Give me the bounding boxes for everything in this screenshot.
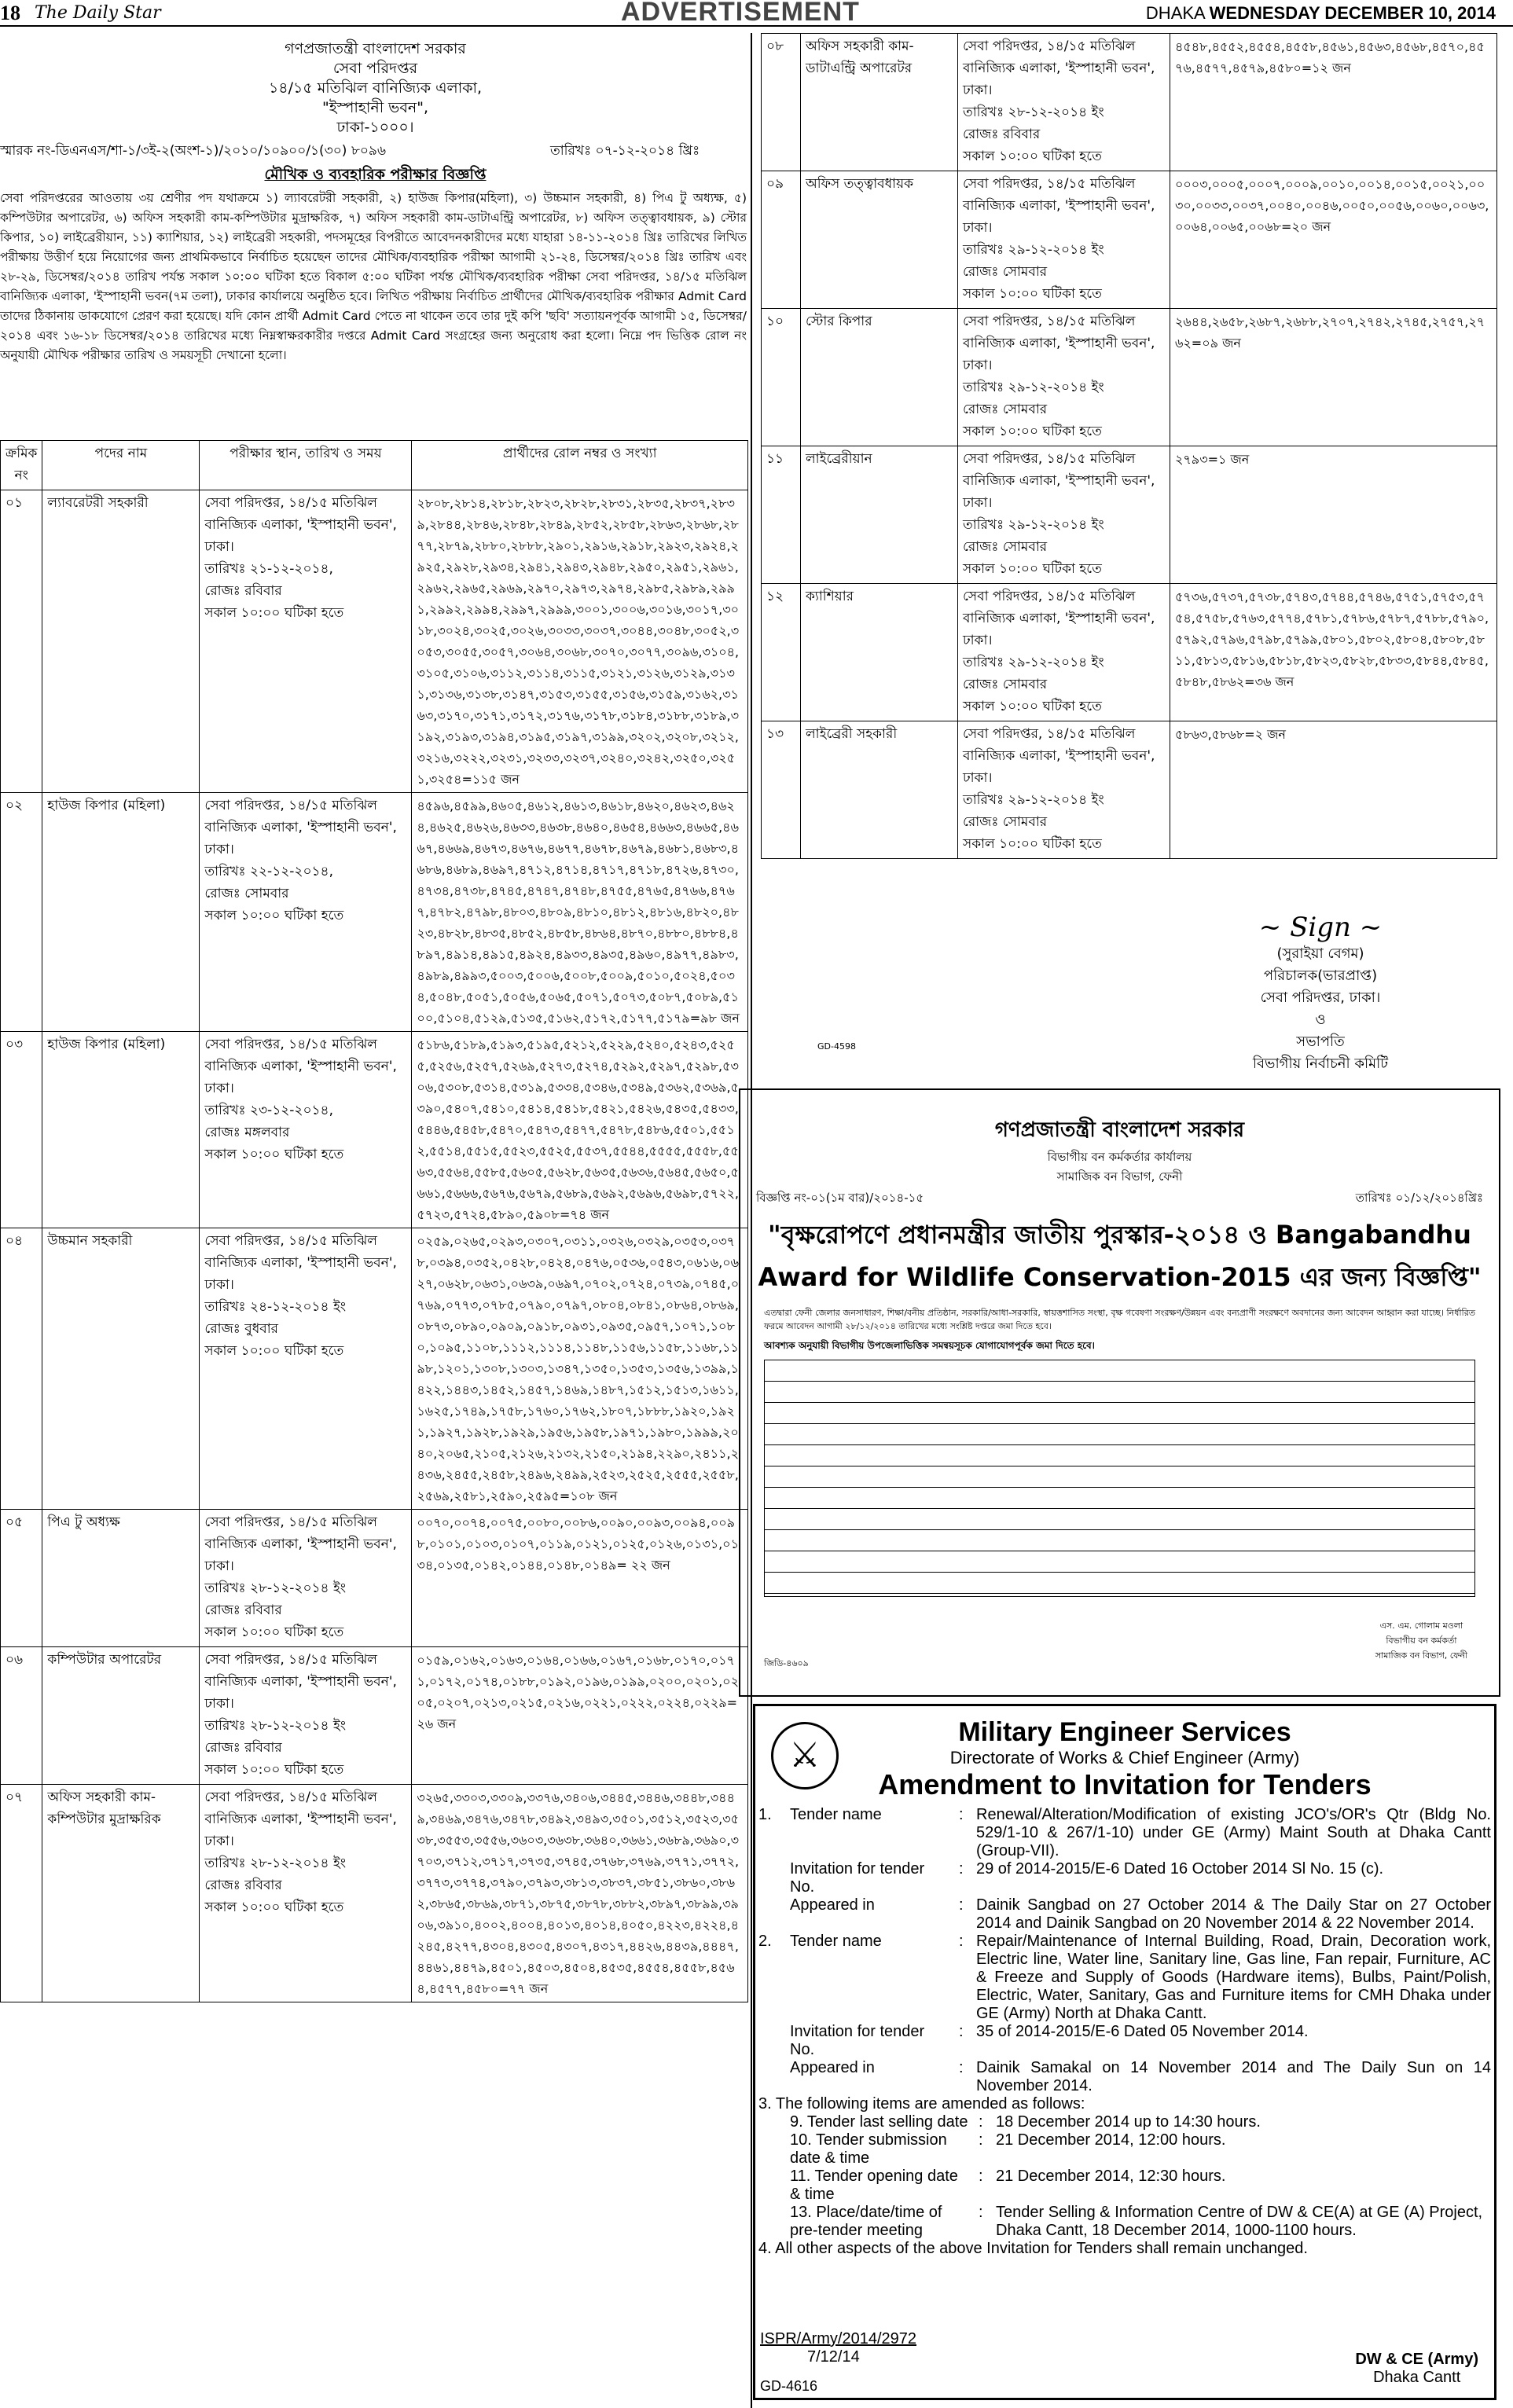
table-row: ০৮ অফিস সহকারী কাম-ডাটাএন্ট্রি অপারেটর সেবা পরিদপ্তর, ১৪/১৫ মতিঝিল বানিজ্যিক এলাকা, 'ইস্পাহানী ভবন', ঢাকা। তারিখঃ ২৮-১২-২০১৪ ইং রোজঃ রবিবার সকাল ১০:০০ ঘটিকা হতে ৪৫৪৮,৪৫৫২,৪৫৫৪,৪৫৫৮,৪৫৬১,৪৫৬৩,৪৫৬৮,৪৫৭০,৪৫৭৬,৪৫৭৭,৪৫৭৯,৪৫৮০=১২ জন: [762, 34, 1497, 171]
notice-dept: সেবা পরিদপ্তর: [332, 60, 418, 77]
roll-numbers: ০১৫৯,০১৬২,০১৬৩,০১৬৪,০১৬৬,০১৬৭,০১৬৮,০১৭০,০১৭১,০১৭২,০১৭৪,০১৮৮,০১৯২,০১৯৬,০১৯৯,০২০০,০২০১,০২০৫,০২০৭,০২১৩,০২১৫,০২১৬,০২২১,০২২২,০২২৪,০২২৯=২৬ জন: [412, 1647, 748, 1785]
amend-row: 10. Tender submission date & time : 21 December 2014, 12:00 hours.: [790, 2131, 1226, 2167]
signature-block: ~ Sign ~ (সুরাইয়া বেগম) পরিচালক(ভারপ্রাপ্ত) সেবা পরিদপ্তর, ঢাকা। ও সভাপতি বিভাগীয় নির্বাচনী কমিটি: [1179, 912, 1462, 1075]
schedule-table-left: [0, 440, 748, 2002]
roll-numbers: ৪৫৪৮,৪৫৫২,৪৫৫৪,৪৫৫৮,৪৫৬১,৪৫৬৩,৪৫৬৮,৪৫৭০,৪৫৭৬,৪৫৭৭,৪৫৭৯,৪৫৮০=১২ জন: [1170, 34, 1497, 171]
venue-cell: সেবা পরিদপ্তর, ১৪/১৫ মতিঝিল বানিজ্যিক এলাকা, 'ইস্পাহানী ভবন', ঢাকা। তারিখঃ ২৮-১২-২০১৪ ইং রোজঃ রবিবার সকাল ১০:০০ ঘটিকা হতে: [200, 1647, 412, 1785]
table-row: ০৯ অফিস তত্ত্বাবধায়ক সেবা পরিদপ্তর, ১৪/১৫ মতিঝিল বানিজ্যিক এলাকা, 'ইস্পাহানী ভবন', ঢাকা। তারিখঃ ২৯-১২-২০১৪ ইং রোজঃ সোমবার সকাল ১০:০০ ঘটিকা হতে ০০০৩,০০০৫,০০০৭,০০০৯,০০১০,০০১৪,০০১৫,০০২১,০০৩০,০০৩৩,০০৩৭,০০৪০,০০৪৬,০০৫০,০০৫৬,০০৬০,০০৬৩,০০৬৪,০০৬৫,০০৬৮=২০ জন: [762, 171, 1497, 309]
venue-cell: সেবা পরিদপ্তর, ১৪/১৫ মতিঝিল বানিজ্যিক এলাকা, 'ইস্পাহানী ভবন', ঢাকা। তারিখঃ ২৯-১২-২০১৪ ইং রোজঃ সোমবার সকাল ১০:০০ ঘটিকা হতে: [958, 446, 1170, 584]
table-row: ০৭ অফিস সহকারী কাম- কম্পিউটার মুদ্রাক্ষরিক সেবা পরিদপ্তর, ১৪/১৫ মতিঝিল বানিজ্যিক এলাকা, 'ইস্পাহানী ভবন', ঢাকা। তারিখঃ ২৮-১২-২০১৪ ইং রোজঃ রবিবার সকাল ১০:০০ ঘটিকা হতে ৩২৬৫,৩৩০৩,৩৩০৯,৩৩৭৬,৩৪০৬,৩৪৪৫,৩৪৪৬,৩৪৪৮,৩৪৪৯,৩৪৬৯,৩৪৭৬,৩৪৭৮,৩৪৯২,৩৪৯৩,৩৫০১,৩৫১২,৩৫২৩,৩৫৩৮,৩৫৫৩,৩৫৫৬,৩৬০৩,৩৬৩৮,৩৬৪০,৩৬৬১,৩৬৮৯,৩৬৯০,৩৭০৩,৩৭১২,৩৭১৭,৩৭৩৫,৩৭৪৫,৩৭৬৮,৩৭৬৯,৩৭৭১,৩৭৭২,৩৭৭৩,৩৭৭৪,৩৭৯০,৩৭৯৩,৩৮১৩,৩৮৩৭,৩৮৫১,৩৮৬০,৩৮৬২,৩৮৬৫,৩৮৬৯,৩৮৭১,৩৮৭৫,৩৮৭৮,৩৮৮২,৩৮৯৭,৩৮৯৯,৩৯০৬,৩৯১০,৪০০২,৪০০৪,৪০১৩,৪০১৪,৪০৫০,৪২২৩,৪২২৪,৪২৪৫,৪২৭৭,৪৩০৪,৪৩০৫,৪৩০৭,৪৩১৭,৪৪২৬,৪৪৩৯,৪৪৪৭,৪৪৬১,৪৪৭৯,৪৫০১,৪৫০৩,৪৫০৪,৪৫৩৫,৪৫৫৪,৪৫৫৮,৪৫৬৪,৪৫৭৭,৪৫৮০=৭৭ জন: [1, 1785, 748, 2002]
roll-numbers: ০০৭০,০০৭৪,০০৭৫,০০৮০,০০৮৬,০০৯০,০০৯৩,০০৯৪,০০৯৮,০১০১,০১০৩,০১০৭,০১১৯,০১২১,০১২৫,০১২৬,০১৩১,০১৩৪,০১৩৫,০১৪২,০১৪৪,০১৪৮,০১৪৯= ২২ জন: [412, 1510, 748, 1647]
memo-number: স্মারক নং-ডিএনএস/শা-১/৩ই-২(অংশ-১)/২০১০/১০৯০০/১(৩০) ৮০৯৬: [0, 143, 386, 159]
table-row: ০১ ল্যাবরেটরী সহকারী সেবা পরিদপ্তর, ১৪/১৫ মতিঝিল বানিজ্যিক এলাকা, 'ইস্পাহানী ভবন', ঢাকা। তারিখঃ ২১-১২-২০১৪, রোজঃ রবিবার সকাল ১০:০০ ঘটিকা হতে ২৮০৮,২৮১৪,২৮১৮,২৮২৩,২৮২৮,২৮৩১,২৮৩৫,২৮৩৭,২৮৩৯,২৮৪৪,২৮৪৬,২৮৪৮,২৮৪৯,২৮৫২,২৮৫৮,২৮৬৩,২৮৬৮,২৮৭৭,২৮৭৯,২৮৮০,২৮৮৮,২৯০১,২৯১৬,২৯১৮,২৯২৩,২৯২৪,২৯২৫,২৯২৮,২৯৩৪,২৯৪১,২৯৪৩,২৯৪৮,২৯৫০,২৯৫১,২৯৬১,২৯৬২,২৯৬৫,২৯৬৯,২৯৭০,২৯৭৩,২৯৭৪,২৯৮৫,২৯৮৯,২৯৯১,২৯৯২,২৯৯৪,২৯৯৭,২৯৯৯,৩০০১,৩০০৬,৩০১৬,৩০১৭,৩০১৮,৩০২৪,৩০২৫,৩০২৬,৩০৩৩,৩০৩৭,৩০৪৪,৩০৪৮,৩০৫২,৩০৫৩,৩০৫৫,৩০৫৭,৩০৬৪,৩০৬৮,৩০৭০,৩০৭৭,৩০৯৬,৩১০৪,৩১০৫,৩১০৬,৩১১২,৩১১৪,৩১১৫,৩১২১,৩১২৬,৩১২৯,৩১৩১,৩১৩৬,৩১৩৮,৩১৪৭,৩১৫৩,৩১৫৫,৩১৫৬,৩১৫৯,৩১৬২,৩১৬৩,৩১৭০,৩১৭১,৩১৭২,৩১৭৬,৩১৭৮,৩১৮৪,৩১৮৮,৩১৮৯,৩১৯২,৩১৯৩,৩১৯৪,৩১৯৫,৩১৯৭,৩১৯৯,৩২০২,৩২০৮,৩২১২,৩২১৬,৩২২২,৩২৩১,৩২৩৩,৩২৩৭,৩২৪০,৩২৪২,৩২৫০,৩২৫১,৩২৫৪=১১৫ জন: [1, 490, 748, 793]
mes-crest-icon: ⚔: [771, 1722, 839, 1789]
tender-row: Appeared in : Dainik Sangbad on 27 October 2014 & The Daily Star on 27 October 2014 and Dainik Sangbad on 20 November 2014 & 22 November 2014.: [790, 1896, 1491, 1932]
schedule-table-right: [761, 33, 1497, 859]
table-row: ০৫ পিএ টু অধ্যক্ষ সেবা পরিদপ্তর, ১৪/১৫ মতিঝিল বানিজ্যিক এলাকা, 'ইস্পাহানী ভবন', ঢাকা। তারিখঃ ২৮-১২-২০১৪ ইং রোজঃ রবিবার সকাল ১০:০০ ঘটিকা হতে ০০৭০,০০৭৪,০০৭৫,০০৮০,০০৮৬,০০৯০,০০৯৩,০০৯৪,০০৯৮,০১০১,০১০৩,০১০৭,০১১৯,০১২১,০১২৫,০১২৬,০১৩১,০১৩৪,০১৩৫,০১৪২,০১৪৪,০১৪৮,০১৪৯= ২২ জন: [1, 1510, 748, 1647]
forest-ad: গণপ্রজাতন্ত্রী বাংলাদেশ সরকার বিভাগীয় বন কর্মকর্তার কার্যালয় সামাজিক বন বিভাগ, ফেনী বিজ্ঞপ্তি নং-০১(১ম বার)/২০১৪-১৫ তারিখঃ ০১/১২/২০১৪খ্রিঃ "বৃক্ষরোপণে প্রধানমন্ত্রীর জাতীয় পুরস্কার-২০১৪ ও Bangabandhu Award for Wildlife Conservation-2015 এর জন্য বিজ্ঞপ্তি" এতদ্বারা ফেনী জেলার জনসাধারণ, শিক্ষা/বনীয় প্রতিষ্ঠান, সরকারি/আধা-সরকারি, স্বায়ত্তশাসিত সংস্থা, বৃক্ষ গবেষণা সংরক্ষণ/উন্নয়ন এবং বন্যপ্রাণী সংরক্ষণে অবদানের জন্য আবেদন আহ্বান করা যাচ্ছে। নির্ধারিত ফরমে আবেদন আগামী ২৮/১২/২০১৪ তারিখের মধ্যে সংশ্লিষ্ট দপ্তরে জমা দিতে হবে। আবশ্যক অনুযায়ী বিভাগীয় উপজেলাভিত্তিক সমন্বয়সূচক যোগাযোগপূর্বক জমা দিতে হবে। এস. এম. গোলাম মওলা বিভাগীয় বন কর্মকর্তা সামাজিক বন বিভাগ, ফেনী জিডি-৪৬০৯: [739, 1088, 1500, 1697]
venue-cell: সেবা পরিদপ্তর, ১৪/১৫ মতিঝিল বানিজ্যিক এলাকা, 'ইস্পাহানী ভবন', ঢাকা। তারিখঃ ২৮-১২-২০১৪ ইং রোজঃ রবিবার সকাল ১০:০০ ঘটিকা হতে: [200, 1510, 412, 1647]
venue-cell: সেবা পরিদপ্তর, ১৪/১৫ মতিঝিল বানিজ্যিক এলাকা, 'ইস্পাহানী ভবন', ঢাকা। তারিখঃ ২৯-১২-২০১৪ ইং রোজঃ সোমবার সকাল ১০:০০ ঘটিকা হতে: [958, 171, 1170, 309]
notice-gov: গণপ্রজাতন্ত্রী বাংলাদেশ সরকার: [285, 40, 466, 57]
roll-numbers: ০০০৩,০০০৫,০০০৭,০০০৯,০০১০,০০১৪,০০১৫,০০২১,০০৩০,০০৩৩,০০৩৭,০০৪০,০০৪৬,০০৫০,০০৫৬,০০৬০,০০৬৩,০০৬৪,০০৬৫,০০৬৮=২০ জন: [1170, 171, 1497, 309]
roll-numbers: ৫৮৬৩,৫৮৬৮=২ জন: [1170, 721, 1497, 859]
roll-numbers: ৫৭৩৬,৫৭৩৭,৫৭৩৮,৫৭৪৩,৫৭৪৪,৫৭৪৬,৫৭৫১,৫৭৫৩,৫৭৫৪,৫৭৫৮,৫৭৬৩,৫৭৭৪,৫৭৮১,৫৭৮৬,৫৭৮৭,৫৭৮৮,৫৭৯০,৫৭৯২,৫৭৯৬,৫৭৯৮,৫৭৯৯,৫৮০১,৫৮০২,৫৮০৪,৫৮০৮,৫৮১১,৫৮১৩,৫৮১৬,৫৮১৮,৫৮২৩,৫৮২৮,৫৮৩৩,৫৮৪৪,৫৮৪৫,৫৮৪৮,৫৮৬২=৩৬ জন: [1170, 584, 1497, 721]
venue-cell: সেবা পরিদপ্তর, ১৪/১৫ মতিঝিল বানিজ্যিক এলাকা, 'ইস্পাহানী ভবন', ঢাকা। তারিখঃ ২১-১২-২০১৪, রোজঃ রবিবার সকাল ১০:০০ ঘটিকা হতে: [200, 490, 412, 793]
roll-numbers: ০২৫৯,০২৬৫,০২৯৩,০৩০৭,০৩১১,০৩২৬,০৩২৯,০৩৫৩,০৩৭৮,০৩৯৪,০৩৫২,০৪২৮,০৪২৪,০৪৭৬,০৫৩৬,০৫৪৩,০৬১৬,০৬২৭,০৬২৮,০৬৩১,০৬৩৯,০৬৯৭,০৭০২,০৭২৪,০৭৩৯,০৭৪৫,০৭৬৯,০৭৭৩,০৭৮৫,০৭৯০,০৭৯৭,০৮০৪,০৮৪১,০৮৬৪,০৮৬৯,০৮৭৩,০৮৯০,০৯০৯,০৯১৮,০৯৩১,০৯৩৫,০৯৫৭,১০৭১,১০৮০,১০৯৫,১১০৮,১১১২,১১১৪,১১৪৮,১১৫৬,১১৫৮,১১৬৮,১১৯৮,১২০১,১৩০৮,১৩০৩,১৩৪৭,১৩৫০,১৩৫৩,১৩৫৬,১৩৯৯,১৪২২,১৪৪৩,১৪৫২,১৪৫৭,১৪৬৯,১৪৮৭,১৫১২,১৫১৩,১৬১১,১৬২৫,১৭৪৯,১৭৫৮,১৭৬০,১৭৬২,১৮০৭,১৮৮৮,১৯২০,১৯২১,১৯২৭,১৯২৮,১৯২৯,১৯৫৬,১৯৫৮,১৯৭১,১৯৮০,১৯৯৯,২০৪০,২০৬৫,২১০৫,২১২৬,২১৩২,২১৫০,২১৯৪,২২৯০,২৪১১,২৪৩৬,২৪৫৫,২৪৫৮,২৪৯৬,২৪৯৯,২৫২৩,২৫২৫,২৫৫৫,২৫৫৮,২৫৬৯,২৫৮১,২৫৯০,২৫৯৫=১০৮ জন: [412, 1228, 748, 1510]
roll-numbers: ২৬৪৪,২৬৫৮,২৬৮৭,২৬৮৮,২৭০৭,২৭৪২,২৭৪৫,২৭৫৭,২৭৬২=০৯ জন: [1170, 309, 1497, 446]
signature: ~ Sign ~: [1258, 912, 1383, 943]
amend-row: 11. Tender opening date & time : 21 December 2014, 12:30 hours.: [790, 2168, 1226, 2203]
masthead: The Daily Star: [35, 3, 161, 23]
table-header: ক্রমিক নং পদের নাম পরীক্ষার স্থান, তারিখ ও সময় প্রার্থীদের রোল নম্বর ও সংখ্যা: [1, 441, 748, 490]
venue-cell: সেবা পরিদপ্তর, ১৪/১৫ মতিঝিল বানিজ্যিক এলাকা, 'ইস্পাহানী ভবন', ঢাকা। তারিখঃ ২৪-১২-২০১৪ ইং রোজঃ বুধবার সকাল ১০:০০ ঘটিকা হতে: [200, 1228, 412, 1510]
notice-addr1: ১৪/১৫ মতিঝিল বানিজ্যিক এলাকা,: [268, 79, 483, 97]
roll-numbers: ২৮০৮,২৮১৪,২৮১৮,২৮২৩,২৮২৮,২৮৩১,২৮৩৫,২৮৩৭,২৮৩৯,২৮৪৪,২৮৪৬,২৮৪৮,২৮৪৯,২৮৫২,২৮৫৮,২৮৬৩,২৮৬৮,২৮৭৭,২৮৭৯,২৮৮০,২৮৮৮,২৯০১,২৯১৬,২৯১৮,২৯২৩,২৯২৪,২৯২৫,২৯২৮,২৯৩৪,২৯৪১,২৯৪৩,২৯৪৮,২৯৫০,২৯৫১,২৯৬১,২৯৬২,২৯৬৫,২৯৬৯,২৯৭০,২৯৭৩,২৯৭৪,২৯৮৫,২৯৮৯,২৯৯১,২৯৯২,২৯৯৪,২৯৯৭,২৯৯৯,৩০০১,৩০০৬,৩০১৬,৩০১৭,৩০১৮,৩০২৪,৩০২৫,৩০২৬,৩০৩৩,৩০৩৭,৩০৪৪,৩০৪৮,৩০৫২,৩০৫৩,৩০৫৫,৩০৫৭,৩০৬৪,৩০৬৮,৩০৭০,৩০৭৭,৩০৯৬,৩১০৪,৩১০৫,৩১০৬,৩১১২,৩১১৪,৩১১৫,৩১২১,৩১২৬,৩১২৯,৩১৩১,৩১৩৬,৩১৩৮,৩১৪৭,৩১৫৩,৩১৫৫,৩১৫৬,৩১৫৯,৩১৬২,৩১৬৩,৩১৭০,৩১৭১,৩১৭২,৩১৭৬,৩১৭৮,৩১৮৪,৩১৮৮,৩১৮৯,৩১৯২,৩১৯৩,৩১৯৪,৩১৯৫,৩১৯৭,৩১৯৯,৩২০২,৩২০৮,৩২১২,৩২১৬,৩২২২,৩২৩১,৩২৩৩,৩২৩৭,৩২৪০,৩২৪২,৩২৫০,৩২৫১,৩২৫৪=১১৫ জন: [412, 490, 748, 793]
tender-row: 1. Tender name : Renewal/Alteration/Modification of existing JCO's/OR's Qtr (Bldg No. 529/1-10 & 267/1-10) under GE (Army) Maint South at Dhaka Cantt (Group-VII).: [758, 1806, 1491, 1859]
notice-addr3: ঢাকা-১০০০।: [336, 119, 414, 136]
table-row: ১০ স্টোর কিপার সেবা পরিদপ্তর, ১৪/১৫ মতিঝিল বানিজ্যিক এলাকা, 'ইস্পাহানী ভবন', ঢাকা। তারিখঃ ২৯-১২-২০১৪ ইং রোজঃ সোমবার সকাল ১০:০০ ঘটিকা হতে ২৬৪৪,২৬৫৮,২৬৮৭,২৬৮৮,২৭০৭,২৭৪২,২৭৪৫,২৭৫৭,২৭৬২=০৯ জন: [762, 309, 1497, 446]
venue-cell: সেবা পরিদপ্তর, ১৪/১৫ মতিঝিল বানিজ্যিক এলাকা, 'ইস্পাহানী ভবন', ঢাকা। তারিখঃ ২৯-১২-২০১৪ ইং রোজঃ সোমবার সকাল ১০:০০ ঘটিকা হতে: [958, 721, 1170, 859]
amend-row: 13. Place/date/time of pre-tender meeting : Tender Selling & Information Centre of DW & CE(A) at GE (A) Project, Dhaka Cantt, 18 December 2014, 1000-1100 hours.: [790, 2204, 1483, 2239]
tender-row: Appeared in : Dainik Samakal on 14 November 2014 and The Daily Sun on 14 November 2014.: [790, 2059, 1491, 2094]
table-row: ০৩ হাউজ কিপার (মহিলা) সেবা পরিদপ্তর, ১৪/১৫ মতিঝিল বানিজ্যিক এলাকা, 'ইস্পাহানী ভবন', ঢাকা। তারিখঃ ২৩-১২-২০১৪, রোজঃ মঙ্গলবার সকাল ১০:০০ ঘটিকা হতে ৫১৮৬,৫১৮৯,৫১৯৩,৫১৯৫,৫২১২,৫২২৯,৫২৪০,৫২৪৩,৫২৫৫,৫২৫৬,৫২৫৭,৫২৬৯,৫২৭৩,৫২৭৪,৫২৯২,৫২৯৭,৫২৯৮,৫৩০৬,৫৩০৮,৫৩১৪,৫৩১৯,৫৩৩৪,৫৩৪৬,৫৩৪৯,৫৩৬২,৫৩৬৯,৫৩৯০,৫৪০৭,৫৪১০,৫৪১৪,৫৪১৮,৫৪২১,৫৪২৬,৫৪৩৫,৫৪৩৩,৫৪৪৬,৫৪৫৮,৫৪৭০,৫৪৭৩,৫৪৭৭,৫৪৭৮,৫৪৮৬,৫৫০১,৫৫১২,৫৫১৪,৫৫১৫,৫৫২৩,৫৫২৫,৫৫৩৭,৫৫৪৪,৫৫৫৫,৫৫৫৮,৫৫৬৩,৫৫৬৪,৫৫৮৫,৫৬০৫,৫৬২৮,৫৬৩৫,৫৬৩৬,৫৬৪৫,৫৬৫০,৫৬৬১,৫৬৬৬,৫৬৭৬,৫৬৭৯,৫৬৮৯,৫৬৯২,৫৬৯৬,৫৬৯৮,৫৭২২,৫৭২৩,৫৭২৪,৫৮৯০,৫৯০৮=৭৪ জন: [1, 1032, 748, 1228]
mes-tender-ad: ⚔ Military Engineer Services Directorate of Works & Chief Engineer (Army) Amendment to Invitation for Tenders 1. Tender name : Renewal/Alteration/Modification of existing JCO's/OR's Qtr (Bldg No. 529/1-10 & 267/1-10) under GE (Army) Maint South at Dhaka Cantt (Group-VII). Invitation for tender No. : 29 of 2014-2015/E-6 Dated 16 October 2014 Sl No. 15 (c). Appeared in : Dainik Sangbad on 27 October 2014 & The Daily Star on 27 October 2014 and Dainik Sangbad on 20 November 2014 & 22 November 2014. 2. Tender name : Repair/Maintenance of Internal Building, Road, Drain, Decoration work, Electric line, Water line, Sanitary line, Gas line, Fan repair, Furniture, AC & Freeze and Supply of Goods (Hardware items), Bulbs, Paint/Polish, Electric, Water, Sanitary, Gas and Furniture items for CMH Dhaka under GE (Army) North at Dhaka Cantt. Invitation for tender No. : 35 of 2014-2015/E-6 Dated 05 November 2014. Appeared in : Dainik Samakal on 14 November 2014 and The Daily Sun on 14 November 2014. 3. The following items are amended as follows: 9. Tender last selling date : 18 December 2014 up to 14:30 hours. 10. Tender submission date & time : 21 December 2014, 12:00 hours. 11. Tender opening date & time : 21 December 2014, 12:30 hours. 13. Place/date/time of pre-tender meeting : Tender Selling & Information Centre of DW & CE(A) at GE (A) Project, Dhaka Cantt, 18 December 2014, 1000-1100 hours. 4. All other aspects of the above Invitation for Tenders shall remain unchanged. ISPR/Army/2014/2972 7/12/14 DW & CE (Army) Dhaka Cantt GD-4616: [753, 1704, 1496, 2400]
venue-cell: সেবা পরিদপ্তর, ১৪/১৫ মতিঝিল বানিজ্যিক এলাকা, 'ইস্পাহানী ভবন', ঢাকা। তারিখঃ ২৮-১২-২০১৪ ইং রোজঃ রবিবার সকাল ১০:০০ ঘটিকা হতে: [958, 34, 1170, 171]
tender-row: Invitation for tender No. : 35 of 2014-2015/E-6 Dated 05 November 2014.: [790, 2023, 1309, 2058]
roll-numbers: ৩২৬৫,৩৩০৩,৩৩০৯,৩৩৭৬,৩৪০৬,৩৪৪৫,৩৪৪৬,৩৪৪৮,৩৪৪৯,৩৪৬৯,৩৪৭৬,৩৪৭৮,৩৪৯২,৩৪৯৩,৩৫০১,৩৫১২,৩৫২৩,৩৫৩৮,৩৫৫৩,৩৫৫৬,৩৬০৩,৩৬৩৮,৩৬৪০,৩৬৬১,৩৬৮৯,৩৬৯০,৩৭০৩,৩৭১২,৩৭১৭,৩৭৩৫,৩৭৪৫,৩৭৬৮,৩৭৬৯,৩৭৭১,৩৭৭২,৩৭৭৩,৩৭৭৪,৩৭৯০,৩৭৯৩,৩৮১৩,৩৮৩৭,৩৮৫১,৩৮৬০,৩৮৬২,৩৮৬৫,৩৮৬৯,৩৮৭১,৩৮৭৫,৩৮৭৮,৩৮৮২,৩৮৯৭,৩৮৯৯,৩৯০৬,৩৯১০,৪০০২,৪০০৪,৪০১৩,৪০১৪,৪০৫০,৪২২৩,৪২২৪,৪২৪৫,৪২৭৭,৪৩০৪,৪৩০৫,৪৩০৭,৪৩১৭,৪৪২৬,৪৪৩৯,৪৪৪৭,৪৪৬১,৪৪৭৯,৪৫০১,৪৫০৩,৪৫০৪,৪৫৩৫,৪৫৫৪,৪৫৫৮,৪৫৬৪,৪৫৭৭,৪৫৮০=৭৭ জন: [412, 1785, 748, 2002]
table-row: ১১ লাইব্রেরীয়ান সেবা পরিদপ্তর, ১৪/১৫ মতিঝিল বানিজ্যিক এলাকা, 'ইস্পাহানী ভবন', ঢাকা। তারিখঃ ২৯-১২-২০১৪ ইং রোজঃ সোমবার সকাল ১০:০০ ঘটিকা হতে ২৭৯৩=১ জন: [762, 446, 1497, 584]
section-title: ADVERTISEMENT: [621, 0, 860, 27]
venue-cell: সেবা পরিদপ্তর, ১৪/১৫ মতিঝিল বানিজ্যিক এলাকা, 'ইস্পাহানী ভবন', ঢাকা। তারিখঃ ২৯-১২-২০১৪ ইং রোজঃ সোমবার সকাল ১০:০০ ঘটিকা হতে: [958, 584, 1170, 721]
memo-date: তারিখঃ ০৭-১২-২০১৪ খ্রিঃ: [550, 143, 700, 159]
notice-addr2: "ইস্পাহানী ভবন",: [321, 99, 429, 116]
table-row: ০৬ কম্পিউটার অপারেটর সেবা পরিদপ্তর, ১৪/১৫ মতিঝিল বানিজ্যিক এলাকা, 'ইস্পাহানী ভবন', ঢাকা। তারিখঃ ২৮-১২-২০১৪ ইং রোজঃ রবিবার সকাল ১০:০০ ঘটিকা হতে ০১৫৯,০১৬২,০১৬৩,০১৬৪,০১৬৬,০১৬৭,০১৬৮,০১৭০,০১৭১,০১৭২,০১৭৪,০১৮৮,০১৯২,০১৯৬,০১৯৯,০২০০,০২০১,০২০৫,০২০৭,০২১৩,০২১৫,০২১৬,০২২১,০২২২,০২২৪,০২২৯=২৬ জন: [1, 1647, 748, 1785]
roll-numbers: ৫১৮৬,৫১৮৯,৫১৯৩,৫১৯৫,৫২১২,৫২২৯,৫২৪০,৫২৪৩,৫২৫৫,৫২৫৬,৫২৫৭,৫২৬৯,৫২৭৩,৫২৭৪,৫২৯২,৫২৯৭,৫২৯৮,৫৩০৬,৫৩০৮,৫৩১৪,৫৩১৯,৫৩৩৪,৫৩৪৬,৫৩৪৯,৫৩৬২,৫৩৬৯,৫৩৯০,৫৪০৭,৫৪১০,৫৪১৪,৫৪১৮,৫৪২১,৫৪২৬,৫৪৩৫,৫৪৩৩,৫৪৪৬,৫৪৫৮,৫৪৭০,৫৪৭৩,৫৪৭৭,৫৪৭৮,৫৪৮৬,৫৫০১,৫৫১২,৫৫১৪,৫৫১৫,৫৫২৩,৫৫২৫,৫৫৩৭,৫৫৪৪,৫৫৫৫,৫৫৫৮,৫৫৬৩,৫৫৬৪,৫৫৮৫,৫৬০৫,৫৬২৮,৫৬৩৫,৫৬৩৬,৫৬৪৫,৫৬৫০,৫৬৬১,৫৬৬৬,৫৬৭৬,৫৬৭৯,৫৬৮৯,৫৬৯২,৫৬৯৬,৫৬৯৮,৫৭২২,৫৭২৩,৫৭২৪,৫৮৯০,৫৯০৮=৭৪ জন: [412, 1032, 748, 1228]
venue-cell: সেবা পরিদপ্তর, ১৪/১৫ মতিঝিল বানিজ্যিক এলাকা, 'ইস্পাহানী ভবন', ঢাকা। তারিখঃ ২৩-১২-২০১৪, রোজঃ মঙ্গলবার সকাল ১০:০০ ঘটিকা হতে: [200, 1032, 412, 1228]
award-category-table: [764, 1360, 1475, 1597]
table-row: ১২ ক্যাশিয়ার সেবা পরিদপ্তর, ১৪/১৫ মতিঝিল বানিজ্যিক এলাকা, 'ইস্পাহানী ভবন', ঢাকা। তারিখঃ ২৯-১২-২০১৪ ইং রোজঃ সোমবার সকাল ১০:০০ ঘটিকা হতে ৫৭৩৬,৫৭৩৭,৫৭৩৮,৫৭৪৩,৫৭৪৪,৫৭৪৬,৫৭৫১,৫৭৫৩,৫৭৫৪,৫৭৫৮,৫৭৬৩,৫৭৭৪,৫৭৮১,৫৭৮৬,৫৭৮৭,৫৭৮৮,৫৭৯০,৫৭৯২,৫৭৯৬,৫৭৯৮,৫৭৯৯,৫৮০১,৫৮০২,৫৮০৪,৫৮০৮,৫৮১১,৫৮১৩,৫৮১৬,৫৮১৮,৫৮২৩,৫৮২৮,৫৮৩৩,৫৮৪৪,৫৮৪৫,৫৮৪৮,৫৮৬২=৩৬ জন: [762, 584, 1497, 721]
table-row: ১৩ লাইব্রেরী সহকারী সেবা পরিদপ্তর, ১৪/১৫ মতিঝিল বানিজ্যিক এলাকা, 'ইস্পাহানী ভবন', ঢাকা। তারিখঃ ২৯-১২-২০১৪ ইং রোজঃ সোমবার সকাল ১০:০০ ঘটিকা হতে ৫৮৬৩,৫৮৬৮=২ জন: [762, 721, 1497, 859]
amend-items: [755, 2113, 1494, 2240]
page-number: 18: [0, 2, 20, 24]
tender-row: Invitation for tender No. : 29 of 2014-2015/E-6 Dated 16 October 2014 Sl No. 15 (c).: [790, 1860, 1384, 1896]
table-row: ০৪ উচ্চমান সহকারী সেবা পরিদপ্তর, ১৪/১৫ মতিঝিল বানিজ্যিক এলাকা, 'ইস্পাহানী ভবন', ঢাকা। তারিখঃ ২৪-১২-২০১৪ ইং রোজঃ বুধবার সকাল ১০:০০ ঘটিকা হতে ০২৫৯,০২৬৫,০২৯৩,০৩০৭,০৩১১,০৩২৬,০৩২৯,০৩৫৩,০৩৭৮,০৩৯৪,০৩৫২,০৪২৮,০৪২৪,০৪৭৬,০৫৩৬,০৫৪৩,০৬১৬,০৬২৭,০৬২৮,০৬৩১,০৬৩৯,০৬৯৭,০৭০২,০৭২৪,০৭৩৯,০৭৪৫,০৭৬৯,০৭৭৩,০৭৮৫,০৭৯০,০৭৯৭,০৮০৪,০৮৪১,০৮৬৪,০৮৬৯,০৮৭৩,০৮৯০,০৯০৯,০৯১৮,০৯৩১,০৯৩৫,০৯৫৭,১০৭১,১০৮০,১০৯৫,১১০৮,১১১২,১১১৪,১১৪৮,১১৫৬,১১৫৮,১১৬৮,১১৯৮,১২০১,১৩০৮,১৩০৩,১৩৪৭,১৩৫০,১৩৫৩,১৩৫৬,১৩৯৯,১৪২২,১৪৪৩,১৪৫২,১৪৫৭,১৪৬৯,১৪৮৭,১৫১২,১৫১৩,১৬১১,১৬২৫,১৭৪৯,১৭৫৮,১৭৬০,১৭৬২,১৮০৭,১৮৮৮,১৯২০,১৯২১,১৯২৭,১৯২৮,১৯২৯,১৯৫৬,১৯৫৮,১৯৭১,১৯৮০,১৯৯৯,২০৪০,২০৬৫,২১০৫,২১২৬,২১৩২,২১৫০,২১৯৪,২২৯০,২৪১১,২৪৩৬,২৪৫৫,২৪৫৮,২৪৯৬,২৪৯৯,২৫২৩,২৫২৫,২৫৫৫,২৫৫৮,২৫৬৯,২৫৮১,২৫৯০,২৫৯৫=১০৮ জন: [1, 1228, 748, 1510]
venue-cell: সেবা পরিদপ্তর, ১৪/১৫ মতিঝিল বানিজ্যিক এলাকা, 'ইস্পাহানী ভবন', ঢাকা। তারিখঃ ২৮-১২-২০১৪ ইং রোজঃ রবিবার সকাল ১০:০০ ঘটিকা হতে: [200, 1785, 412, 2002]
notice-body: সেবা পরিদপ্তরের আওতায় ৩য় শ্রেণীর পদ যথাক্রমে ১) ল্যাবরেটরী সহকারী, ২) হাউজ কিপার(মহিলা), ৩) উচ্চমান সহকারী, ৪) পিএ টু অধ্যক্ষ, ৫) কম্পিউটার অপারেটর, ৬) অফিস সহকারী কাম-কম্পিউটার মুদ্রাক্ষরিক, ৭) অফিস সহকারী কাম-ডাটাএন্ট্রি অপারেটর, ৮) অফিস তত্ত্বাবধায়ক, ৯) স্টোর কিপার, ১০) লাইব্রেরীয়ান, ১১) ক্যাশিয়ার, ১২) লাইব্রেরী সহকারী, পদসমূহের বিপরীতে আবেদনকারীদের মধ্যে যাহারা ১৪-১১-২০১৪ খ্রিঃ তারিখের লিখিত পরীক্ষায় উত্তীর্ণ হয়ে নিয়োগের জন্য প্রাথমিকভাবে নির্বাচিত হয়েছেন তাদের মৌখিক/ব্যবহারিক পরীক্ষা আগামী ২১-২৪, ডিসেম্বর/২০১৪ খ্রিঃ তারিখ এবং ২৮-২৯, ডিসেম্বর/২০১৪ তারিখ পর্যন্ত সকাল ১০:০০ ঘটিকা হতে বিকাল ৫:০০ ঘটিকা পর্যন্ত মৌখিক/ব্যবহারিক পরীক্ষা সেবা পরিদপ্তর, ১৪/১৫ মতিঝিল বানিজ্যিক এলাকা, 'ইস্পাহানী ভবন(৭ম তলা), ঢাকার কার্যালয়ে অনুষ্ঠিত হবে। লিখিত পরীক্ষায় নির্বাচিত প্রার্থীদের মৌখিক/ব্যবহারিক পরীক্ষার Admit Card তাদের ঠিকানায় ডাকযোগে প্রেরণ করা হয়েছে। যদি কোন প্রার্থী Admit Card পেতে না থাকেন তবে তার দুই কপি 'ছবি' সত্যায়নপূর্বক আগামী ১৫, ডিসেম্বর/২০১৪ এবং ১৬-১৮ ডিসেম্বর/২০১৪ তারিখের মধ্যে নিম্নস্বাক্ষরকারীর দপ্তরে Admit Card সংগ্রহের জন্য অনুরোধ করা হলো। নিম্নে পদ ভিত্তিক রোল নং অনুযায়ী মৌখিক পরীক্ষার তারিখ ও সময়সূচী দেখানো হলো।: [0, 191, 747, 362]
venue-cell: সেবা পরিদপ্তর, ১৪/১৫ মতিঝিল বানিজ্যিক এলাকা, 'ইস্পাহানী ভবন', ঢাকা। তারিখঃ ২৯-১২-২০১৪ ইং রোজঃ সোমবার সকাল ১০:০০ ঘটিকা হতে: [958, 309, 1170, 446]
tender-items: [755, 1806, 1494, 2095]
roll-numbers: ২৭৯৩=১ জন: [1170, 446, 1497, 584]
gd-number: GD-4598: [817, 1041, 856, 1052]
notice-title: মৌখিক ও ব্যবহারিক পরীক্ষার বিজ্ঞপ্তি: [264, 166, 487, 183]
dateline: DHAKA WEDNESDAY DECEMBER 10, 2014: [1145, 3, 1496, 23]
amend-row: 9. Tender last selling date : 18 December 2014 up to 14:30 hours.: [790, 2113, 1261, 2131]
venue-cell: সেবা পরিদপ্তর, ১৪/১৫ মতিঝিল বানিজ্যিক এলাকা, 'ইস্পাহানী ভবন', ঢাকা। তারিখঃ ২২-১২-২০১৪, রোজঃ সোমবার সকাল ১০:০০ ঘটিকা হতে: [200, 793, 412, 1032]
tender-row: 2. Tender name : Repair/Maintenance of Internal Building, Road, Drain, Decoration work, Electric line, Water line, Sanitary line, Gas line, Fan repair, Furniture, AC & Freeze and Supply of Goods (Hardware items), Bulbs, Paint/Polish, Electric, Water, Sanitary, Gas and Furniture items for CMH Dhaka under GE (Army) North at Dhaka Cantt.: [758, 1933, 1491, 2022]
table-row: ০২ হাউজ কিপার (মহিলা) সেবা পরিদপ্তর, ১৪/১৫ মতিঝিল বানিজ্যিক এলাকা, 'ইস্পাহানী ভবন', ঢাকা। তারিখঃ ২২-১২-২০১৪, রোজঃ সোমবার সকাল ১০:০০ ঘটিকা হতে ৪৫৯৬,৪৫৯৯,৪৬০৫,৪৬১২,৪৬১৩,৪৬১৮,৪৬২০,৪৬২৩,৪৬২৪,৪৬২৫,৪৬২৬,৪৬৩৩,৪৬৩৮,৪৬৪০,৪৬৫৪,৪৬৬৩,৪৬৬৫,৪৬৬৭,৪৬৬৯,৪৬৭৩,৪৬৭৬,৪৬৭৭,৪৬৭৮,৪৬৭৯,৪৬৮১,৪৬৮৩,৪৬৮৬,৪৬৮৯,৪৬৯৭,৪৭১২,৪৭১৪,৪৭১৭,৪৭১৮,৪৭২৬,৪৭৩০,৪৭৩৪,৪৭৩৮,৪৭৪৫,৪৭৪৭,৪৭৪৮,৪৭৫৫,৪৭৬৫,৪৭৬৬,৪৭৬৭,৪৭৮২,৪৭৯৮,৪৮০৩,৪৮০৯,৪৮১০,৪৮১২,৪৮১৬,৪৮২০,৪৮২৩,৪৮২৮,৪৮৩৫,৪৮৫২,৪৮৫৮,৪৮৬৪,৪৮৭০,৪৮৮০,৪৮৮৪,৪৮৯৭,৪৯১৪,৪৯১৫,৪৯২৪,৪৯৩৩,৪৯৩৫,৪৯৬০,৪৯৭৭,৪৯৮৩,৪৯৮৯,৪৯৯৩,৫০০৩,৫০০৬,৫০০৮,৫০০৯,৫০১০,৫০২৪,৫০৩৪,৫০৪৮,৫০৫১,৫০৫৬,৫০৬৫,৫০৭১,৫০৭৩,৫০৮৭,৫০৮৯,৫১০০,৫১০৪,৫১২৯,৫১৩৫,৫১৬২,৫১৭২,৫১৭৭,৫১৭৯=৯৮ জন: [1, 793, 748, 1032]
roll-numbers: ৪৫৯৬,৪৫৯৯,৪৬০৫,৪৬১২,৪৬১৩,৪৬১৮,৪৬২০,৪৬২৩,৪৬২৪,৪৬২৫,৪৬২৬,৪৬৩৩,৪৬৩৮,৪৬৪০,৪৬৫৪,৪৬৬৩,৪৬৬৫,৪৬৬৭,৪৬৬৯,৪৬৭৩,৪৬৭৬,৪৬৭৭,৪৬৭৮,৪৬৭৯,৪৬৮১,৪৬৮৩,৪৬৮৬,৪৬৮৯,৪৬৯৭,৪৭১২,৪৭১৪,৪৭১৭,৪৭১৮,৪৭২৬,৪৭৩০,৪৭৩৪,৪৭৩৮,৪৭৪৫,৪৭৪৭,৪৭৪৮,৪৭৫৫,৪৭৬৫,৪৭৬৬,৪৭৬৭,৪৭৮২,৪৭৯৮,৪৮০৩,৪৮০৯,৪৮১০,৪৮১২,৪৮১৬,৪৮২০,৪৮২৩,৪৮২৮,৪৮৩৫,৪৮৫২,৪৮৫৮,৪৮৬৪,৪৮৭০,৪৮৮০,৪৮৮৪,৪৮৯৭,৪৯১৪,৪৯১৫,৪৯২৪,৪৯৩৩,৪৯৩৫,৪৯৬০,৪৯৭৭,৪৯৮৩,৪৯৮৯,৪৯৯৩,৫০০৩,৫০০৬,৫০০৮,৫০০৯,৫০১০,৫০২৪,৫০৩৪,৫০৪৮,৫০৫১,৫০৫৬,৫০৬৫,৫০৭১,৫০৭৩,৫০৮৭,৫০৮৯,৫১০০,৫১০৪,৫১২৯,৫১৩৫,৫১৬২,৫১৭২,৫১৭৭,৫১৭৯=৯৮ জন: [412, 793, 748, 1032]
